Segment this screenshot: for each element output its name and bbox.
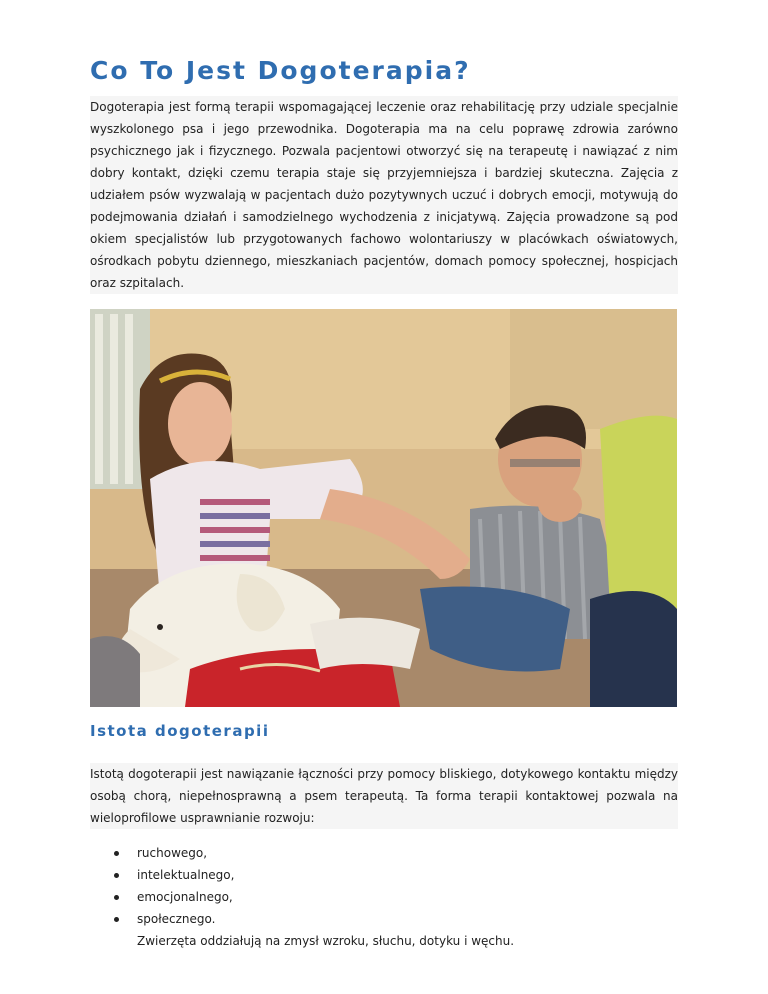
bullet-icon (114, 873, 119, 878)
closing-note: Zwierzęta oddziałują na zmysł wzroku, słuchu, dotyku i węchu. (137, 934, 515, 948)
list-item (90, 864, 678, 886)
section-paragraph: Istotą dogoterapii jest nawiązanie łączności przy pomocy bliskiego, dotykowego kontaktu między osobą chorą, niepełnosprawną a psem terapeutą. Ta forma terapii kontaktowej pozwala na wieloprofilowe usprawnianie rozwoju: (90, 763, 678, 829)
bullet-icon (114, 895, 119, 900)
list-item-text: emocjonalnego, (137, 890, 233, 904)
list-item-text: społecznego. (137, 912, 216, 926)
list-item-text: intelektualnego, (137, 868, 235, 882)
list-item (90, 842, 678, 864)
bullet-icon (114, 917, 119, 922)
list-item (90, 908, 678, 930)
dogotherapy-photo (90, 309, 677, 707)
bullet-icon (114, 851, 119, 856)
development-list (90, 842, 678, 930)
page-title: Co To Jest Dogoterapia? (90, 56, 471, 85)
intro-paragraph: Dogoterapia jest formą terapii wspomagającej leczenie oraz rehabilitację przy udziale specjalnie wyszkolonego psa i jego przewodnika. Dogoterapia ma na celu poprawę zdrowia zarówno psychicznego jak i fizycznego. Pozwala pacjentowi otworzyć się na terapeutę i nawiązać z nim dobry kontakt, dzięki czemu terapia staje się przyjemniejsza i bardziej skuteczna. Zajęcia z udziałem psów wyzwalają w pacjentach dużo pozytywnych uczuć i dobrych emocji, motywują do podejmowania działań i samodzielnego wychodzenia z inicjatywą. Zajęcia prowadzone są pod okiem specjalistów lub przygotowanych fachowo wolontariuszy w placówkach oświatowych, ośrodkach pobytu dziennego, mieszkaniach pacjentów, domach pomocy społecznej, hospicjach oraz szpitalach. (90, 96, 678, 294)
section-title: Istota dogoterapii (90, 722, 270, 740)
list-item-text: ruchowego, (137, 846, 208, 860)
list-item (90, 886, 678, 908)
